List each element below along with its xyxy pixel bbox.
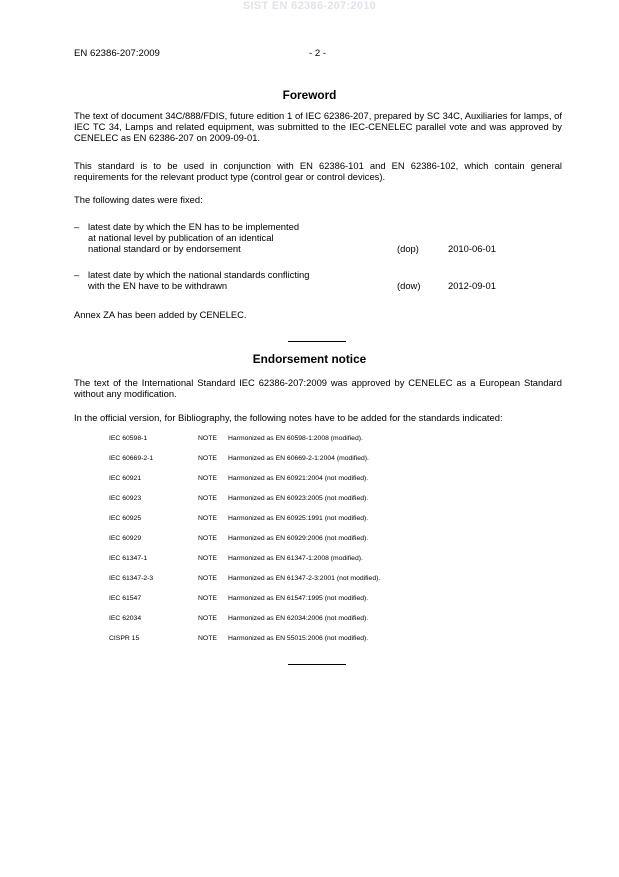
harmonized-text: Harmonized as EN 60929:2006 (not modified). [228,535,369,542]
standard-ref: IEC 60925 [109,515,142,522]
harmonized-text: Harmonized as EN 62034:2006 (not modified). [228,615,369,622]
note-label: NOTE [198,495,217,502]
standard-ref: IEC 60669-2-1 [109,455,154,462]
standard-ref: IEC 60921 [109,475,142,482]
date-entry-line: latest date by which the EN has to be implemented [88,221,300,232]
standard-ref: IEC 60923 [109,495,142,502]
endorsement-title: Endorsement notice [252,352,367,366]
harmonized-text: Harmonized as EN 60923:2005 (not modified). [228,495,369,502]
dash-marker: – [74,221,80,232]
harmonized-text: Harmonized as EN 60921:2004 (not modified). [228,475,369,482]
watermark: SIST EN 62386-207:2010 [242,0,377,12]
note-label: NOTE [198,435,217,442]
section-divider-end [288,664,346,665]
standard-ref: IEC 61547 [109,595,142,602]
date-code: (dow) [397,280,421,291]
harmonized-text: Harmonized as EN 55015:2006 (not modified). [228,635,369,642]
standard-ref: IEC 60598-1 [109,435,148,442]
standard-ref: CISPR 15 [109,635,140,642]
date-code: (dop) [397,243,419,254]
dash-marker: – [74,269,80,280]
harmonized-text: Harmonized as EN 60925:1991 (not modified). [228,515,369,522]
date-entry-line: at national level by publication of an identical [88,232,274,243]
date-entry-line: latest date by which the national standards conflicting [88,269,310,280]
foreword-paragraph-3: The following dates were fixed: [74,194,203,205]
standard-ref: IEC 61347-2-3 [109,575,154,582]
foreword-title: Foreword [282,88,337,102]
date-value: 2010-06-01 [448,243,496,254]
header-page-number: - 2 - [309,48,327,59]
harmonized-text: Harmonized as EN 61547:1995 (not modified). [228,595,369,602]
note-label: NOTE [198,455,217,462]
standard-ref: IEC 60929 [109,535,142,542]
note-label: NOTE [198,635,217,642]
standard-ref: IEC 62034 [109,615,142,622]
date-entry-line: with the EN have to be withdrawn [88,280,228,291]
note-label: NOTE [198,515,217,522]
note-label: NOTE [198,555,217,562]
endorsement-paragraph-1: The text of the International Standard IEC 62386-207:2009 was approved by CENELEC as a European Standard without any modification. [74,377,562,399]
header-doc-id: EN 62386-207:2009 [74,48,160,59]
annex-note: Annex ZA has been added by CENELEC. [74,309,247,320]
note-label: NOTE [198,615,217,622]
note-label: NOTE [198,595,217,602]
foreword-paragraph-1: The text of document 34C/888/FDIS, future edition 1 of IEC 62386-207, prepared by SC 34C, Auxiliaries for lamps, of IEC TC 34, Lamps and related equipment, was submitted to the IEC-CENELEC parallel vote and was approved by CENELEC as EN 62386-207 on 2009-09-01. [74,110,562,143]
harmonized-text: Harmonized as EN 60598-1:2008 (modified). [228,435,363,442]
harmonized-text: Harmonized as EN 60669-2-1:2004 (modified). [228,455,369,462]
endorsement-paragraph-2: In the official version, for Bibliography, the following notes have to be added for the standards indicated: [74,412,503,423]
note-label: NOTE [198,575,217,582]
date-value: 2012-09-01 [448,280,496,291]
date-entry-line: national standard or by endorsement [88,243,241,254]
section-divider [288,341,346,342]
harmonized-text: Harmonized as EN 61347-1:2008 (modified). [228,555,363,562]
standard-ref: IEC 61347-1 [109,555,148,562]
note-label: NOTE [198,535,217,542]
foreword-paragraph-2: This standard is to be used in conjunction with EN 62386-101 and EN 62386-102, which contain general requirements for the relevant product type (control gear or control devices). [74,160,562,182]
harmonized-text: Harmonized as EN 61347-2-3:2001 (not modified). [228,575,381,582]
note-label: NOTE [198,475,217,482]
